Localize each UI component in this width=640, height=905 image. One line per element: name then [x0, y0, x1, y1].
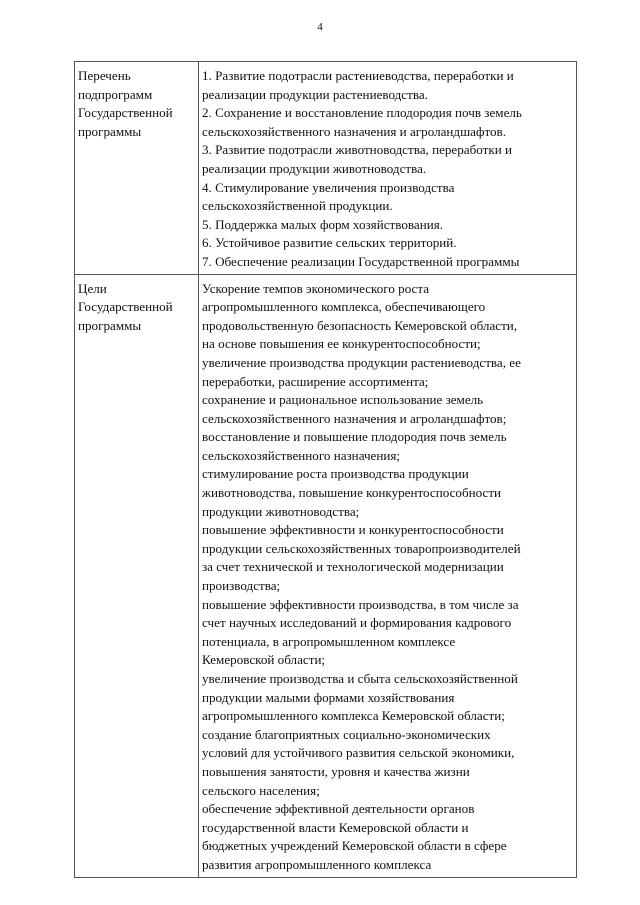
- content-line: сельскохозяйственного назначения;: [202, 447, 401, 463]
- content-line: 7. Обеспечение реализации Государственной программы: [202, 253, 520, 269]
- content-line: сельского населения;: [202, 782, 320, 798]
- content-line: восстановление и повышение плодородия почв земель: [202, 429, 507, 445]
- program-table: [74, 61, 577, 878]
- subprograms-label-cell: [75, 62, 199, 275]
- goals-content-cell: [199, 274, 577, 877]
- content-line: сохранение и рациональное использование земель: [202, 392, 484, 408]
- content-line: обеспечение эффективной деятельности органов: [202, 801, 475, 817]
- content-line: агропромышленного комплекса Кемеровской области;: [202, 708, 505, 724]
- content-line: повышение эффективности производства, в том числе за: [202, 596, 519, 612]
- content-line: сельскохозяйственной продукции.: [202, 198, 393, 214]
- content-line: условий для устойчивого развития сельской экономики,: [202, 745, 515, 761]
- label-line: Цели: [78, 280, 107, 296]
- content-line: повышение эффективности и конкурентоспособности: [202, 522, 504, 538]
- content-line: сельскохозяйственного назначения и агроландшафтов.: [202, 123, 507, 139]
- content-line: увеличение производства и сбыта сельскохозяйственной: [202, 671, 518, 686]
- content-line: Ускорение темпов экономического роста: [202, 280, 430, 296]
- content-line: Кемеровской области;: [202, 652, 326, 668]
- content-line: счет научных исследований и формирования кадрового: [202, 615, 512, 631]
- content-line: развития агропромышленного комплекса: [202, 856, 432, 872]
- table-row-subprograms: [75, 62, 577, 275]
- content-line: на основе повышения ее конкурентоспособности;: [202, 336, 481, 352]
- content-line: 2. Сохранение и восстановление плодородия почв земель: [202, 105, 522, 121]
- label-line: подпрограмм: [78, 86, 153, 102]
- content-line: сельскохозяйственного назначения и агроландшафтов;: [202, 410, 507, 426]
- page-number: 4: [317, 21, 323, 33]
- table-row-goals: [75, 274, 577, 877]
- content-line: повышения занятости, уровня и качества жизни: [202, 763, 470, 779]
- content-line: стимулирование роста производства продукции: [202, 466, 469, 482]
- content-line: реализации продукции животноводства.: [202, 160, 427, 176]
- subprograms-content-cell: [199, 62, 577, 275]
- label-line: Государственной: [78, 299, 173, 315]
- content-line: 5. Поддержка малых форм хозяйствования.: [202, 216, 444, 232]
- content-line: увеличение производства продукции растениеводства, ее: [202, 354, 521, 370]
- label-line: программы: [78, 317, 142, 333]
- content-line: 4. Стимулирование увеличения производства: [202, 179, 455, 195]
- content-line: потенциала, в агропромышленном комплексе: [202, 633, 456, 649]
- content-line: 6. Устойчивое развитие сельских территорий.: [202, 235, 457, 251]
- label-line: программы: [78, 123, 142, 139]
- content-line: государственной власти Кемеровской области и: [202, 819, 469, 835]
- content-line: продукции сельскохозяйственных товаропроизводителей: [202, 540, 521, 556]
- content-line: бюджетных учреждений Кемеровской области в сфере: [202, 838, 507, 854]
- content-line: агропромышленного комплекса, обеспечивающего: [202, 299, 486, 315]
- content-line: производства;: [202, 578, 281, 594]
- content-line: животноводства, повышение конкурентоспособности: [202, 485, 502, 501]
- content-line: за счет технической и технологической модернизации: [202, 559, 504, 575]
- content-line: создание благоприятных социально-экономических: [202, 726, 491, 742]
- content-line: переработки, расширение ассортимента;: [202, 373, 429, 389]
- content-line: продовольственную безопасность Кемеровской области,: [202, 317, 518, 333]
- label-line: Перечень: [78, 68, 131, 83]
- content-line: продукции малыми формами хозяйствования: [202, 689, 455, 705]
- label-line: Государственной: [78, 105, 173, 121]
- goals-label-cell: [75, 274, 199, 877]
- content-line: реализации продукции растениеводства.: [202, 86, 428, 102]
- content-line: 1. Развитие подотрасли растениеводства, переработки и: [202, 68, 514, 83]
- content-line: продукции животноводства;: [202, 503, 360, 519]
- content-line: 3. Развитие подотрасли животноводства, переработки и: [202, 142, 513, 158]
